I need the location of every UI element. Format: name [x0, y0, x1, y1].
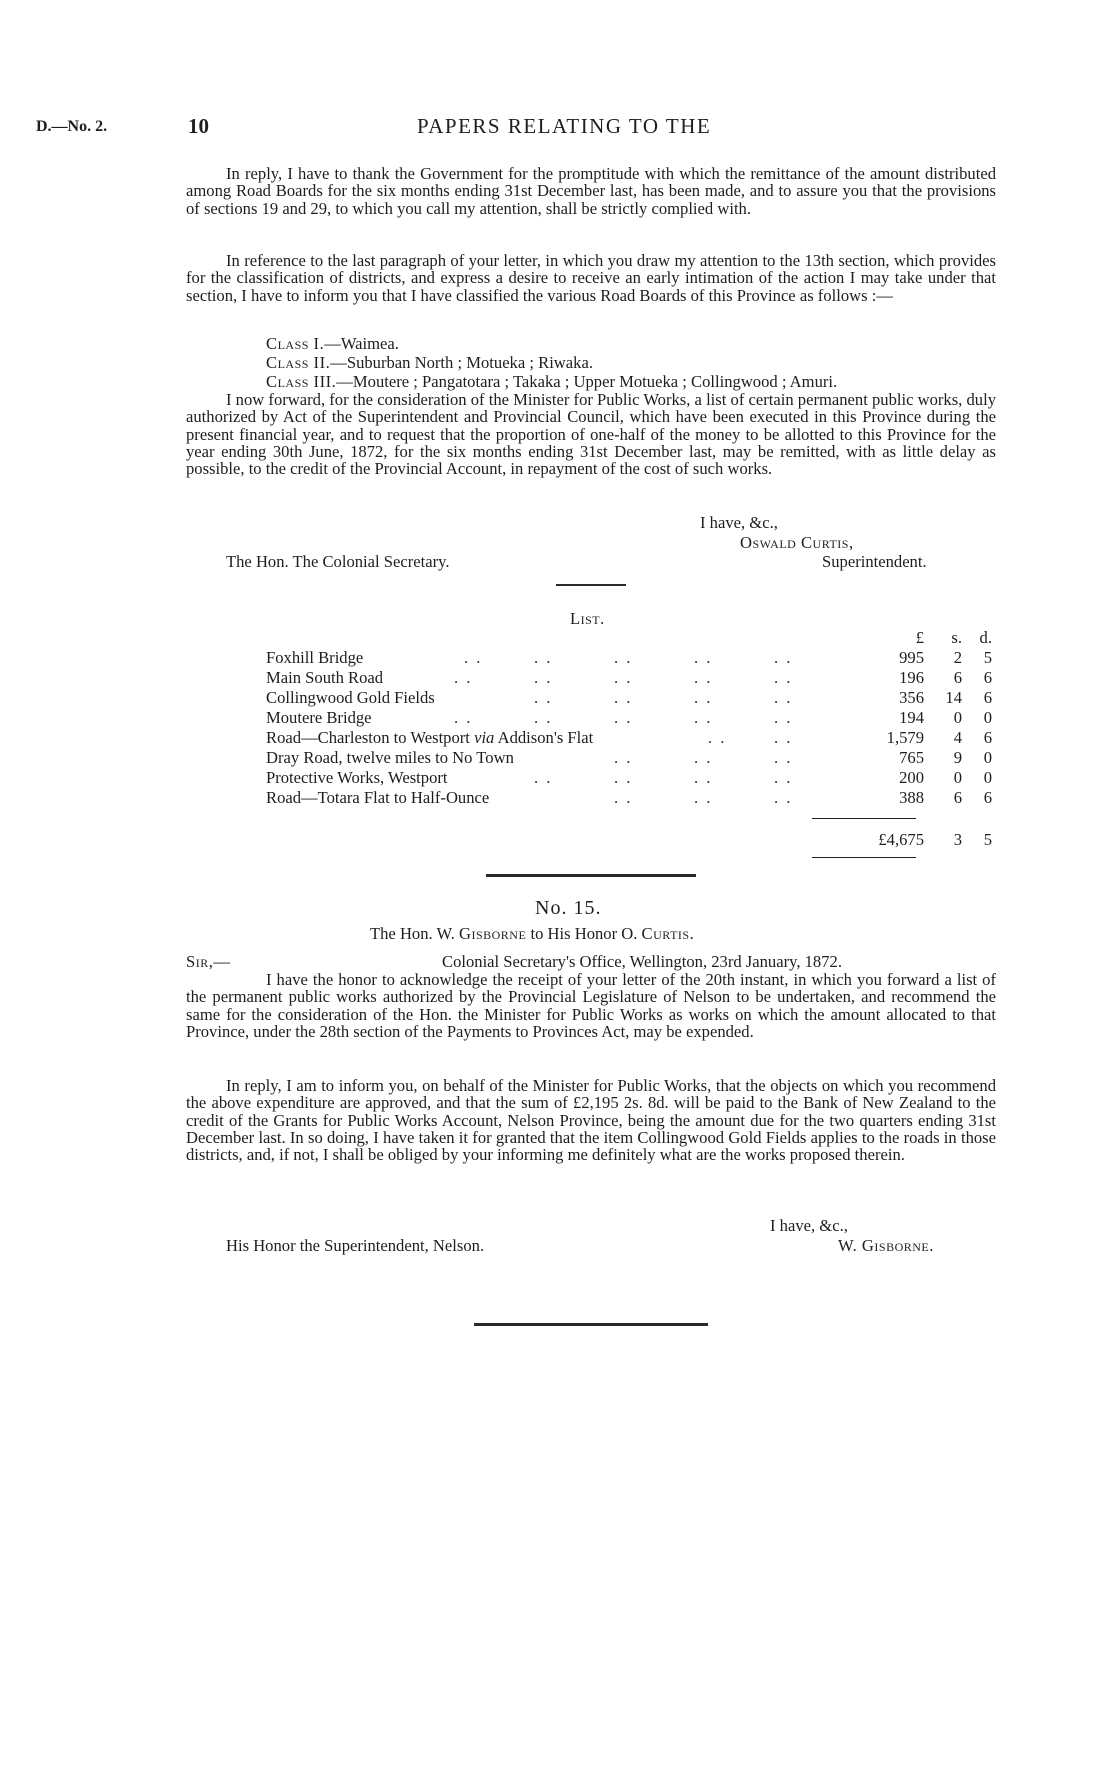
letter14-addressee: The Hon. The Colonial Secretary.: [226, 552, 450, 571]
pounds-value: 388: [899, 788, 924, 807]
pence-value: 0: [983, 768, 992, 787]
list-item-name: Road—Charleston to Westport via Addison's Flat: [266, 728, 594, 747]
list-row: Road—Charleston to Westport via Addison's Flat . . . . 1,579 4 6: [266, 728, 992, 747]
pounds-value: 356: [899, 688, 924, 707]
pounds-value: 1,579: [886, 728, 924, 747]
pounds-value: 995: [899, 648, 924, 667]
class-1-line: Class I.—Waimea.: [266, 334, 399, 353]
letter15-closing: I have, &c.,: [770, 1216, 848, 1235]
list-item-name: Moutere Bridge: [266, 708, 372, 727]
shillings-value: 0: [953, 768, 962, 787]
section-divider: [556, 584, 626, 586]
pounds-value: 765: [899, 748, 924, 767]
class-2-line: Class II.—Suburban North ; Motueka ; Riwaka.: [266, 353, 593, 372]
sum-rule: [812, 818, 916, 819]
letter14-signature-title: Superintendent.: [822, 552, 927, 571]
pence-value: 6: [983, 668, 992, 687]
letter14-signature: Oswald Curtis,: [740, 533, 854, 552]
list-item-name: Foxhill Bridge: [266, 648, 364, 667]
list-row: Road—Totara Flat to Half-Ounce . . . . . . 388 6 6: [266, 788, 992, 807]
pounds-header: £: [915, 628, 924, 647]
list-row: Protective Works, Westport . . . . . . . . 200 0 0: [266, 768, 992, 787]
pounds-value: 194: [899, 708, 924, 727]
list-row: Foxhill Bridge . . . . . . . . . . 995 2 5: [266, 648, 992, 667]
letter15-salutation: Sir,—: [186, 952, 231, 971]
pence-value: 6: [983, 788, 992, 807]
pence-value: 6: [983, 728, 992, 747]
letter14-paragraph-2: In reference to the last paragraph of your letter, in which you draw my attention to the 13th section, which provides for the classification of districts, and express a desire to receive an early intimation of the action I may take under that section, I have to inform you that I have classified the various Road Boards of this Province as follows :—: [186, 251, 996, 305]
list-row: Collingwood Gold Fields . . . . . . . . 356 14 6: [266, 688, 992, 707]
list-row: Dray Road, twelve miles to No Town . . . . . . 765 9 0: [266, 748, 992, 767]
running-title: PAPERS RELATING TO THE: [417, 114, 712, 138]
list-heading: List.: [570, 609, 605, 628]
shillings-header: s.: [951, 628, 962, 647]
total-pounds: £4,675: [878, 830, 924, 849]
list-item-name: Dray Road, twelve miles to No Town: [266, 748, 514, 767]
list-total-row: [266, 830, 992, 850]
list-item-name: Main South Road: [266, 668, 384, 687]
shillings-value: 6: [953, 788, 962, 807]
letter15-number: No. 15.: [535, 897, 602, 919]
shillings-value: 14: [945, 688, 962, 707]
list-column-headers: [266, 628, 992, 648]
pence-value: 6: [983, 688, 992, 707]
shillings-value: 6: [953, 668, 962, 687]
page-number: 10: [188, 114, 209, 138]
list-item-name: Road—Totara Flat to Half-Ounce: [266, 788, 490, 807]
list-item-name: Protective Works, Westport: [266, 768, 448, 787]
pence-value: 5: [983, 648, 992, 667]
section-divider: [486, 874, 696, 877]
pounds-value: 200: [899, 768, 924, 787]
shillings-value: 2: [953, 648, 962, 667]
letter14-closing: I have, &c.,: [700, 513, 778, 532]
pence-header: d.: [979, 628, 992, 647]
list-row: Main South Road . . . . . . . . . . 196 6 6: [266, 668, 992, 687]
pounds-value: 196: [899, 668, 924, 687]
letter14-paragraph-3: I now forward, for the consideration of the Minister for Public Works, a list of certain permanent public works, duly authorized by Act of the Superintendent and Provincial Council, which have been executed in this Province during the present financial year, and to request that the proportion of one-half of the money to be allotted to this Province for the year ending 30th June, 1872, for the six months ending 31st December last, may be remitted, with as little delay as possible, to the credit of the Provincial Account, in repayment of the cost of such works.: [186, 390, 996, 479]
total-pence: 5: [983, 830, 992, 849]
letter15-signature: W. Gisborne.: [838, 1236, 934, 1255]
shillings-value: 0: [953, 708, 962, 727]
total-rule: [812, 857, 916, 858]
class-3-line: Class III.—Moutere ; Pangatotara ; Takaka ; Upper Motueka ; Collingwood ; Amuri.: [266, 372, 838, 391]
list-item-name: Collingwood Gold Fields: [266, 688, 435, 707]
letter15-addressee: His Honor the Superintendent, Nelson.: [226, 1236, 485, 1255]
doc-reference: D.—No. 2.: [36, 118, 108, 135]
letter15-paragraph-1: I have the honor to acknowledge the receipt of your letter of the 20th instant, in which you forward a list of the permanent public works authorized by the Provincial Legislature of Nelson to be undertaken, and recommend the same for the consideration of the Hon. the Minister for Public Works as works on which the amount allocated to that Province, under the 28th section of the Payments to Provinces Act, may be expended.: [186, 970, 996, 1041]
pence-value: 0: [983, 708, 992, 727]
list-row: Moutere Bridge . . . . . . . . . . 194 0 0: [266, 708, 992, 727]
shillings-value: 4: [953, 728, 962, 747]
section-divider: [474, 1323, 708, 1326]
pence-value: 0: [983, 748, 992, 767]
letter15-header: The Hon. W. Gisborne to His Honor O. Curtis.: [370, 924, 695, 943]
shillings-value: 9: [953, 748, 962, 767]
letter15-paragraph-2: In reply, I am to inform you, on behalf of the Minister for Public Works, that the objects on which you recommend the above expenditure are approved, and that the sum of £2,195 2s. 8d. will be paid to the Bank of New Zealand to the credit of the Grants for Public Works Account, Nelson Province, being the amount due for the two quarters ending 31st December last. In so doing, I have taken it for granted that the item Collingwood Gold Fields applies to the roads in those districts, and, if not, I shall be obliged by your informing me definitely what are the works proposed therein.: [186, 1076, 996, 1165]
total-shillings: 3: [953, 830, 962, 849]
letter15-dateline: Colonial Secretary's Office, Wellington, 23rd January, 1872.: [442, 952, 842, 971]
letter14-paragraph-1: In reply, I have to thank the Government for the promptitude with which the remittance of the amount distributed among Road Boards for the six months ending 31st December last, has been made, and to assure you that the provisions of sections 19 and 29, to which you call my attention, shall be strictly complied with.: [186, 164, 996, 218]
